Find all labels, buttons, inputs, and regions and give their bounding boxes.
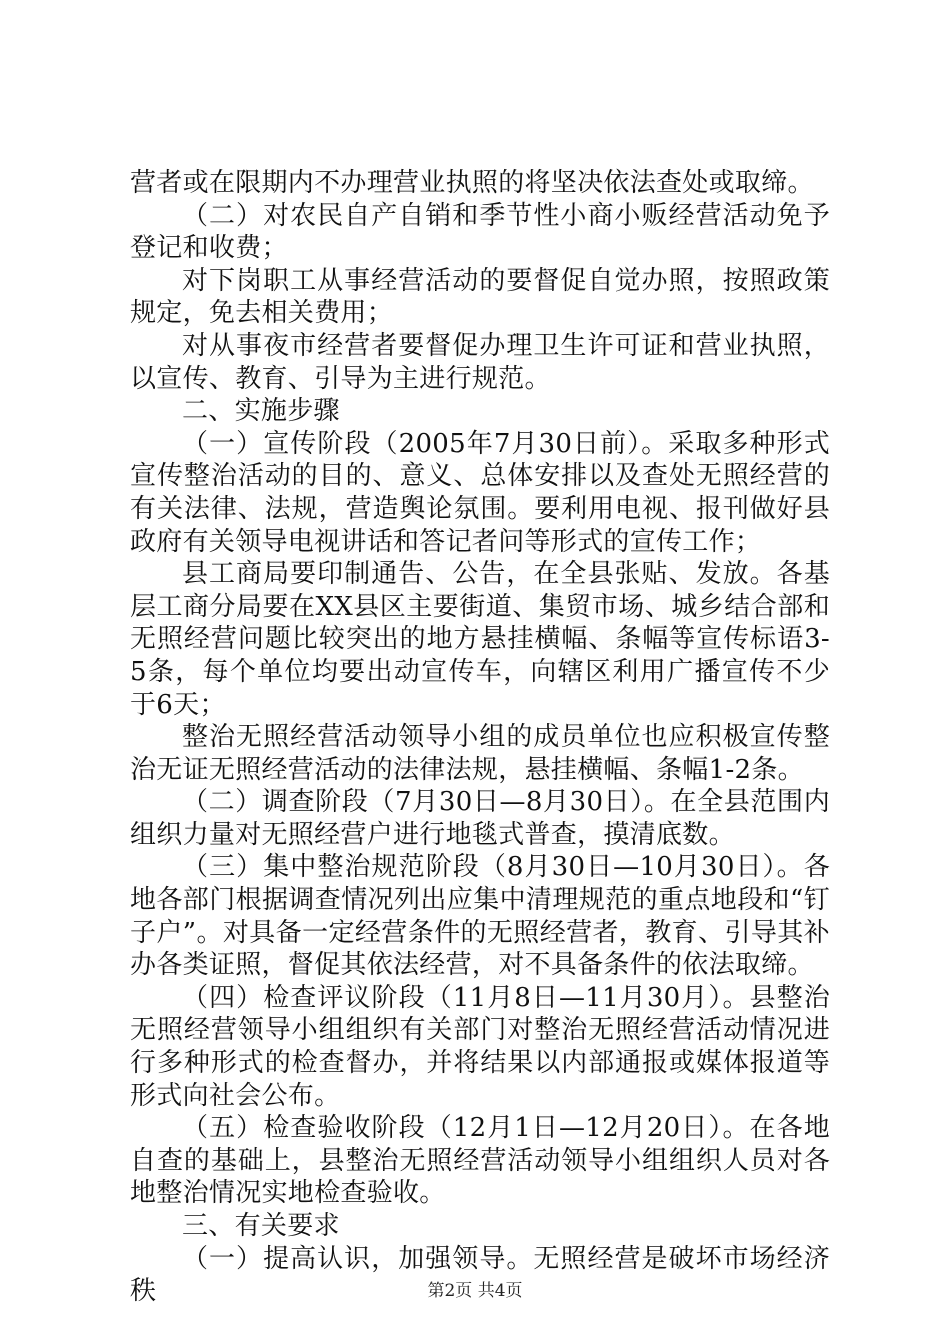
paragraph: 对下岗职工从事经营活动的要督促自觉办照，按照政策规定，免去相关费用；: [130, 265, 830, 329]
paragraph: 县工商局要印制通告、公告，在全县张贴、发放。各基层工商分局要在XX县区主要街道、集贸市场、城乡结合部和无照经营问题比较突出的地方悬挂横幅、条幅等宣传标语3-5条，每个单位均要出动宣传车，向辖区利用广播宣传不少于6天；: [130, 559, 830, 720]
paragraph: （二）调查阶段（7月30日—8月30日）。在全县范围内组织力量对无照经营户进行地毯式普查，摸清底数。: [130, 787, 830, 850]
paragraph: （三）集中整治规范阶段（8月30日—10月30日）。各地各部门根据调查情况列出应集中清理规范的重点地段和“钉子户”。对具备一定经营条件的无照经营者，教育、引导其补办各类证照，督促其依法经营，对不具备条件的依法取缔。: [130, 852, 830, 981]
paragraph: （二）对农民自产自销和季节性小商小贩经营活动免予登记和收费；: [130, 200, 830, 264]
page-number-footer: 第2页 共4页: [427, 1281, 523, 1301]
section-heading: 二、实施步骤: [182, 396, 340, 427]
paragraph: （一）宣传阶段（2005年7月30日前）。采取多种形式宣传整治活动的目的、意义、总体安排以及查处无照经营的有关法律、法规，营造舆论氛围。要利用电视、报刊做好县政府有关领导电视讲话和答记者问等形式的宣传工作；: [130, 428, 830, 557]
document-body: [130, 167, 830, 1308]
paragraph: 营者或在限期内不办理营业执照的将坚决依法查处或取缔。: [130, 168, 814, 198]
paragraph: （四）检查评议阶段（11月8日—11月30月）。县整治无照经营领导小组组织有关部门对整治无照经营活动情况进行多种形式的检查督办，并将结果以内部通报或媒体报道等形式向社会公布。: [130, 982, 830, 1111]
section-heading: 三、有关要求: [182, 1211, 340, 1241]
paragraph: 对从事夜市经营者要督促办理卫生许可证和营业执照，以宣传、教育、引导为主进行规范。: [130, 330, 830, 394]
paragraph: （五）检查验收阶段（12月1日—12月20日）。在各地自查的基础上，县整治无照经营活动领导小组组织人员对各地整治情况实地检查验收。: [130, 1113, 830, 1209]
paragraph: （一）提高认识，加强领导。无照经营是破坏市场经济秩: [130, 1243, 830, 1307]
paragraph: 整治无照经营活动领导小组的成员单位也应积极宣传整治无证无照经营活动的法律法规，悬挂横幅、条幅1-2条。: [130, 722, 830, 785]
